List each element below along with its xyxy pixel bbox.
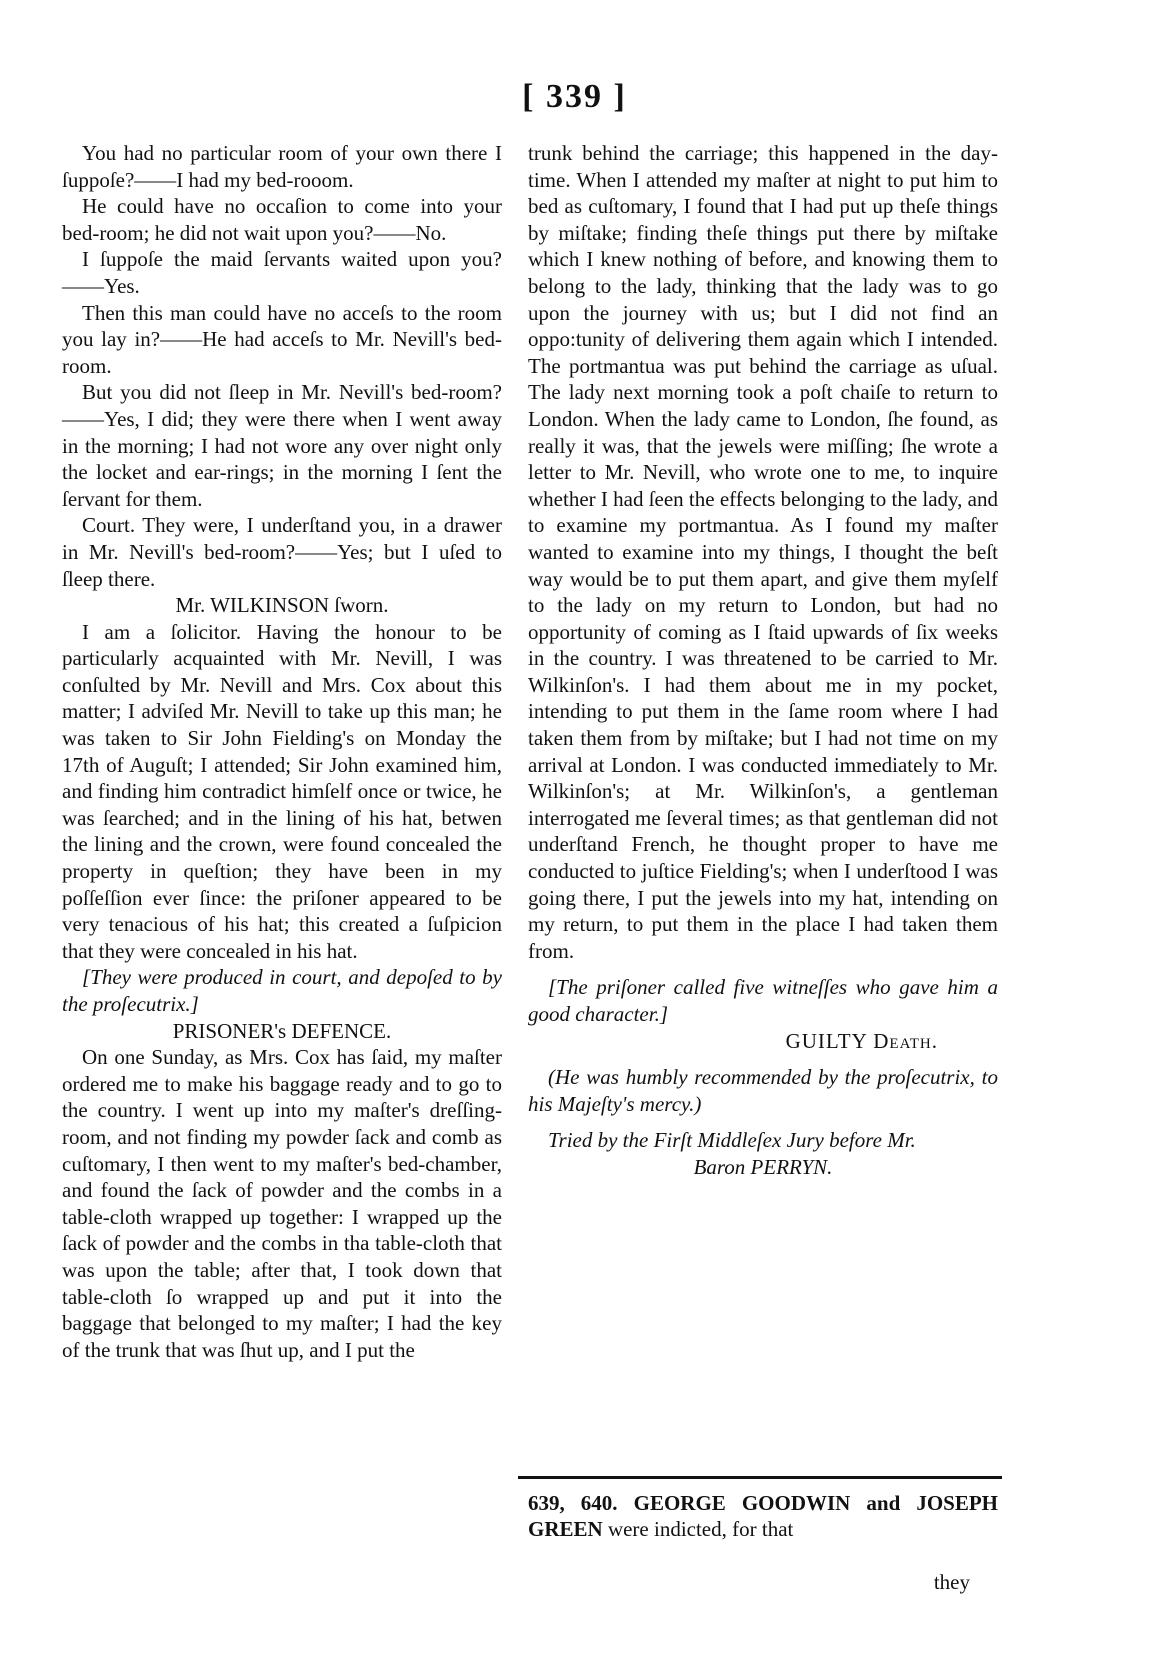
indictment-paragraph (528, 1490, 998, 1542)
paragraph: But you did not ſleep in Mr. Nevill's bed-room?——Yes, I did; they were there when I went away in the morning; I had not wore any over night only the locket and ear-rings; in the morning I ſent the ſervant for them. (62, 380, 502, 511)
verdict: GUILTY Death. (785, 1028, 938, 1053)
left-column (62, 140, 502, 1363)
witness-paragraph: I am a ſolicitor. Having the honour to be particularly acquainted with Mr. Nevill, I was conſulted by Mr. Nevill and Mrs. Cox about this matter; I adviſed Mr. Nevill to take up this man; he was taken to Sir John Fielding's on Monday the 17th of Auguſt; I attended; Sir John examined him, and finding him contradict himſelf once or twice, he was ſearched; and in the lining of his hat, betwen the lining and the crown, were found concealed the property in queſtion; they have been in my poſſeſſion ever ſince: the priſoner appeared to be very tenacious of his hat; this created a ſuſpicion that they were concealed in his hat. (62, 619, 502, 963)
recommendation: (He was humbly recommended by the proſecutrix, to his Majeſty's mercy.) (528, 1065, 998, 1116)
witnesses-note: [The priſoner called five witneſſes who gave him a good character.] (528, 975, 998, 1026)
right-column (528, 140, 998, 1181)
produced-note: [They were produced in court, and depoſed to by the proſecutrix.] (62, 965, 502, 1016)
defence-paragraph: On one Sunday, as Mrs. Cox has ſaid, my maſter ordered me to make his baggage ready and to go to the country. I went up into my maſter's dreſſing-room, and not finding my powder ſack and comb as cuſtomary, I then went to my maſter's bed-chamber, and found the ſack of powder and the combs in a table-cloth wrapped up together: I wrapped up the ſack of powder and the combs in tha table-cloth that was upon the table; after that, I took down that table-cloth ſo wrapped up and put it into the baggage that belonged to my maſter; I had the key of the trunk that was ſhut up, and I put the (62, 1045, 502, 1362)
section-divider (518, 1476, 1002, 1479)
indictment-text: were indicted, for that (602, 1517, 794, 1541)
defence-continued: trunk behind the carriage; this happened in the day-time. When I attended my maſter at night to put him to bed as cuſtomary, I found that I had put up theſe things by miſtake; finding theſe things put there by miſtake which I knew nothing of before, and knowing them to belong to the lady, thinking that the lady was to go upon the journey with us; but I did not find an oppo:tunity of delivering them again which I intended. The portmantua was put behind the carriage as uſual. The lady next morning took a poſt chaiſe to return to London. When the lady came to London, ſhe found, as really it was, that the jewels were miſſing; ſhe wrote a letter to Mr. Nevill, who wrote one to me, to inquire whether I had ſeen the effects belonging to the lady, and to examine my portmantua. As I found my maſter wanted to examine into my things, I thought the beſt way would be to put them apart, and give them myſelf to the lady on my return to London, but had no opportunity of coming as I ſtaid upwards of ſix weeks in the country. I was threatened to be carried to Mr. Wilkinſon's. I had them about me in my pocket, intending to put them in the ſame room where I had taken them from by miſtake; but I had not time on my arrival at London. I was conducted immediately to Mr. Wilkinſon's; at Mr. Wilkinſon's, a gentleman interrogated me ſeveral times; as that gentleman did not underſtand French, he thought proper to have me conducted to juſtice Fielding's; when I underſtood I was going there, I put the jewels into my hat, intending on my return, to put them in the place I had taken them from. (528, 141, 998, 963)
paragraph: I ſuppoſe the maid ſervants waited upon you?——Yes. (62, 247, 502, 298)
indictment-lead: 639, 640. GEORGE GOODWIN and JOSEPH GREEN (528, 1491, 998, 1541)
catchword: they (933, 1570, 970, 1594)
witness-heading: Mr. WILKINSON ſworn. (175, 593, 389, 618)
paragraph: He could have no occaſion to come into your bed-room; he did not wait upon you?——No. (62, 194, 502, 245)
page-number: [ 339 ] (522, 78, 627, 115)
paragraph: You had no particular room of your own there I ſuppoſe?——I had my bed-rooom. (62, 141, 502, 192)
defence-heading: PRISONER's DEFENCE. (172, 1018, 392, 1043)
paragraph: Court. They were, I underſtand you, in a drawer in Mr. Nevill's bed-room?——Yes; but I uſed to ſleep there. (62, 513, 502, 591)
tried-line: Tried by the Firſt Middleſex Jury before Mr. (548, 1128, 916, 1153)
tried-line-judge: Baron PERRYN. (693, 1154, 833, 1179)
paragraph: Then this man could have no acceſs to the room you lay in?——He had acceſs to Mr. Nevill's bed-room. (62, 300, 502, 378)
